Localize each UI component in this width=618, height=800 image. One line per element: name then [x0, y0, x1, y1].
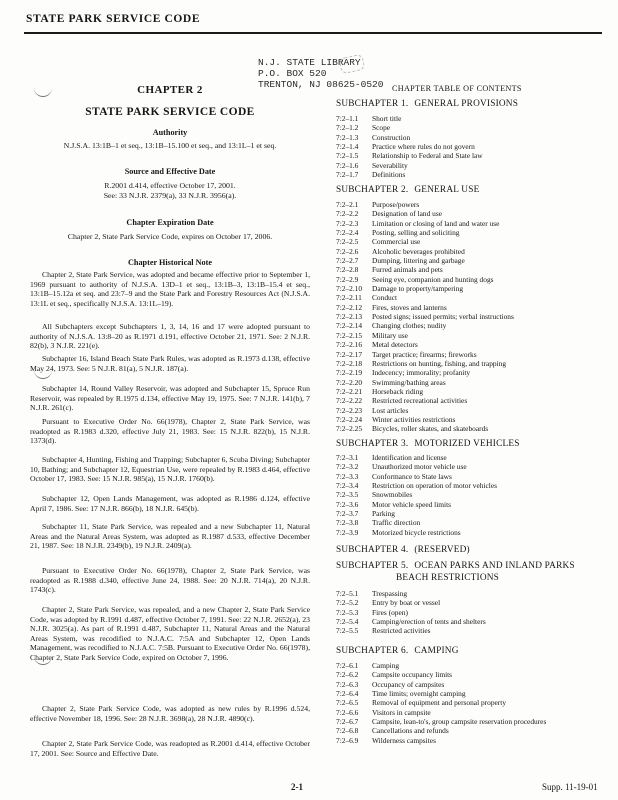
toc-entry — [336, 689, 606, 698]
toc-entry — [336, 331, 606, 340]
section-title: Designation of land use — [372, 209, 442, 219]
subchapter-heading — [336, 99, 518, 109]
subchapter-label: SUBCHAPTER 1. — [336, 99, 409, 109]
subchapter-label: SUBCHAPTER 4. — [336, 545, 409, 555]
section-number: 7:2–3.9 — [336, 527, 359, 537]
section-number: 7:2–2.14 — [336, 321, 363, 331]
toc-entry — [336, 123, 606, 132]
section-number: 7:2–2.10 — [336, 284, 363, 294]
toc-entry — [336, 617, 606, 626]
section-number: 7:2–2.5 — [336, 237, 359, 247]
toc-section-list — [336, 453, 606, 537]
section-number: 7:2–1.7 — [336, 170, 359, 180]
section-number: 7:2–1.5 — [336, 151, 359, 161]
section-title: Alcoholic beverages prohibited — [372, 246, 465, 256]
section-number: 7:2–1.2 — [336, 123, 359, 133]
toc-entry — [336, 303, 606, 312]
section-title: Occupancy of campsites — [372, 679, 445, 689]
section-number: 7:2–2.11 — [336, 293, 362, 303]
source-line: See: 33 N.J.R. 2379(a), 33 N.J.R. 3956(a). — [103, 191, 237, 200]
section-number: 7:2–2.4 — [336, 228, 359, 238]
toc-entry — [336, 293, 606, 302]
section-title: Camping — [372, 661, 400, 670]
page-number: 2-1 — [291, 782, 303, 792]
authority-text: N.J.S.A. 13:1B–1 et seq., 13:1B–15.100 et seq., and 13:1L–1 et seq. — [63, 141, 277, 150]
section-number: 7:2–5.5 — [336, 626, 359, 636]
toc-entry — [336, 387, 606, 396]
section-number: 7:2–1.6 — [336, 160, 359, 170]
section-title: Visitors in campsite — [372, 707, 431, 717]
section-title: Furred animals and pets — [372, 265, 443, 275]
toc-entry — [336, 717, 606, 726]
toc-entry — [336, 528, 606, 537]
subchapter-heading — [336, 545, 470, 555]
section-title: Conduct — [372, 293, 398, 303]
toc-entry — [336, 368, 606, 377]
section-number: 7:2–2.2 — [336, 209, 359, 219]
running-header: STATE PARK SERVICE CODE — [26, 13, 201, 25]
history-paragraph: Subchapter 16, Island Beach State Park Rules, was adopted as R.1973 d.138, effective May 24, 1973. See: 5 N.J.R. 81(a), 5 N.J.R. 187(a). — [30, 354, 310, 373]
history-paragraph: Pursuant to Executive Order No. 66(1978), Chapter 2, State Park Service, was readopted as R.1988 d.340, effective June 24, 1988. See: 20 N.J.R. 714(a), 20 N.J.R. 1743(c). — [30, 566, 310, 595]
subchapter-label: SUBCHAPTER 2. — [336, 185, 409, 195]
subchapter-title: (RESERVED) — [414, 545, 470, 555]
section-title: Swimming/bathing areas — [372, 377, 446, 387]
section-number: 7:2–2.13 — [336, 312, 363, 322]
section-title: Campsite, lean-to's, group campsite reservation procedures — [372, 717, 547, 727]
subchapter-title: GENERAL USE — [414, 185, 480, 195]
toc-entry — [336, 626, 606, 635]
history-paragraph: Subchapter 14, Round Valley Reservoir, was adopted and Subchapter 15, Spruce Run Reservoir, was repealed by R.1975 d.134, effective May 19, 1975. See: 7 N.J.R. 141(b), 7 N.J.R. 261(c). — [30, 384, 310, 413]
toc-section-list — [336, 114, 606, 179]
toc-entry — [336, 726, 606, 735]
section-number: 7:2–5.2 — [336, 598, 359, 608]
toc-entry — [336, 396, 606, 405]
toc-section-list — [336, 200, 606, 434]
section-title: Restriction on operation of motor vehicles — [372, 481, 497, 491]
toc-entry — [336, 500, 606, 509]
section-title: Identification and license — [372, 453, 447, 462]
history-paragraph: Pursuant to Executive Order No. 66(1978), Chapter 2, State Park Service, was readopted as R.1983 d.320, effective July 21, 1983. See: 15 N.J.R. 822(b), 15 N.J.R. 1373(d). — [30, 417, 310, 446]
section-number: 7:2–5.1 — [336, 589, 359, 598]
history-paragraph: Chapter 2, State Park Service, was adopted and became effective prior to September 1, 1969 pursuant to authority of N.J.S.A. 13D–1 et seq., 13:1B–3, 13:1B–15.4 et seq., 13:1B–15.12a et seq. and 23:7–9 and the State Park and Forestry Resources Act (N.J.S.A. 13:1L et seq., specifically N.J.S.A. 13:1L–19). — [30, 270, 310, 308]
subchapter-title-continued: BEACH RESTRICTIONS — [396, 573, 500, 583]
section-title: Limitation or closing of land and water use — [372, 218, 500, 228]
section-title: Time limits; overnight camping — [372, 689, 466, 699]
subchapter-heading — [336, 561, 575, 571]
section-number: 7:2–2.18 — [336, 358, 363, 368]
section-number: 7:2–2.23 — [336, 405, 363, 415]
toc-entry — [336, 378, 606, 387]
section-title: Entry by boat or vessel — [372, 598, 441, 608]
source-line: R.2001 d.414, effective October 17, 2001. — [104, 181, 236, 190]
section-number: 7:2–6.9 — [336, 735, 359, 745]
toc-entry — [336, 680, 606, 689]
toc-entry — [336, 462, 606, 471]
section-title: Target practice; firearms; fireworks — [372, 349, 477, 359]
section-title: Construction — [372, 132, 411, 142]
section-number: 7:2–2.7 — [336, 256, 359, 266]
section-title: Short title — [372, 114, 402, 123]
section-title: Indecency; immorality; profanity — [372, 368, 471, 378]
section-number: 7:2–6.4 — [336, 689, 359, 699]
history-paragraph: All Subchapters except Subchapters 1, 3, 14, 16 and 17 were adopted pursuant to authority of N.J.S.A. 13:8–20 as R.1971 d.191, effective October 21, 1971. See: 2 N.J.R. 82(b), 3 N.J.R. 221(e). — [30, 322, 310, 351]
header-rule — [24, 32, 602, 34]
subchapter-label: SUBCHAPTER 5. — [336, 561, 409, 571]
supplement-date: Supp. 11-19-01 — [542, 782, 598, 792]
toc-entry — [336, 481, 606, 490]
section-title: Fires, stoves and lanterns — [372, 302, 447, 312]
subchapter-title: MOTORIZED VEHICLES — [414, 439, 520, 449]
section-number: 7:2–6.7 — [336, 717, 359, 727]
section-title: Commercial use — [372, 237, 421, 247]
section-number: 7:2–2.6 — [336, 246, 359, 256]
subchapter-heading — [336, 439, 520, 449]
section-number: 7:2–6.2 — [336, 670, 359, 680]
section-number: 7:2–6.8 — [336, 726, 359, 736]
toc-entry — [336, 424, 606, 433]
section-number: 7:2–6.3 — [336, 679, 359, 689]
toc-entry — [336, 350, 606, 359]
section-title: Cancellations and refunds — [372, 726, 449, 736]
expiration-text: Chapter 2, State Park Service Code, expires on October 17, 2006. — [67, 232, 273, 241]
section-number: 7:2–2.12 — [336, 302, 363, 312]
section-title: Trespassing — [372, 589, 408, 598]
section-title: Conformance to State laws — [372, 471, 452, 481]
section-title: Restricted recreational activities — [372, 396, 468, 406]
section-title: Bicycles, roller skates, and skateboards — [372, 424, 489, 434]
toc-entry — [336, 598, 606, 607]
section-number: 7:2–1.1 — [336, 114, 359, 123]
section-title: Seeing eye, companion and hunting dogs — [372, 274, 494, 284]
section-title: Purpose/powers — [372, 200, 420, 209]
authority-heading: Authority — [152, 128, 188, 137]
expiration-heading: Chapter Expiration Date — [126, 218, 214, 227]
toc-entry — [336, 509, 606, 518]
section-title: Restrictions on hunting, fishing, and trapping — [372, 358, 507, 368]
section-title: Motorized bicycle restrictions — [372, 527, 461, 537]
stamp-line: P.O. BOX 520 — [258, 68, 327, 79]
history-paragraph: Chapter 2, State Park Service Code, was adopted as new rules by R.1996 d.524, effective November 18, 1996. See: 28 N.J.R. 3698(a), 28 N.J.R. 4890(c). — [30, 704, 310, 723]
section-title: Unauthorized motor vehicle use — [372, 462, 467, 472]
section-title: Wilderness campsites — [372, 735, 436, 745]
section-number: 7:2–3.3 — [336, 471, 359, 481]
section-title: Definitions — [372, 170, 406, 180]
subchapter-title: OCEAN PARKS AND INLAND PARKS — [414, 561, 575, 571]
toc-entry — [336, 170, 606, 179]
section-title: Camping/erection of tents and shelters — [372, 617, 486, 627]
section-number: 7:2–6.1 — [336, 661, 359, 670]
toc-entry — [336, 114, 606, 123]
subchapter-title: GENERAL PROVISIONS — [414, 99, 519, 109]
toc-entry — [336, 256, 606, 265]
stamp-line: TRENTON, NJ 08625-0520 — [258, 79, 384, 90]
section-title: Horseback riding — [372, 386, 424, 396]
section-number: 7:2–2.21 — [336, 386, 363, 396]
section-number: 7:2–3.4 — [336, 481, 359, 491]
section-title: Scope — [372, 123, 391, 133]
section-title: Campsite occupancy limits — [372, 670, 453, 680]
toc-entry — [336, 247, 606, 256]
stamp-line: N.J. STATE LIBRARY — [258, 57, 361, 68]
section-number: 7:2–2.20 — [336, 377, 363, 387]
section-title: Fires (open) — [372, 607, 408, 617]
toc-entry — [336, 698, 606, 707]
section-title: Damage to property/tampering — [372, 284, 464, 294]
section-number: 7:2–1.3 — [336, 132, 359, 142]
toc-section-list — [336, 661, 606, 745]
toc-entry — [336, 151, 606, 160]
toc-entry — [336, 608, 606, 617]
toc-entry — [336, 736, 606, 745]
section-title: Lost articles — [372, 405, 409, 415]
section-number: 7:2–3.1 — [336, 453, 359, 462]
toc-entry — [336, 340, 606, 349]
section-number: 7:2–2.22 — [336, 396, 363, 406]
toc-entry — [336, 321, 606, 330]
toc-entry — [336, 312, 606, 321]
section-title: Removal of equipment and personal property — [372, 698, 507, 708]
section-title: Traffic direction — [372, 518, 421, 528]
toc-entry — [336, 219, 606, 228]
toc-section-list — [336, 589, 606, 636]
subchapter-heading — [336, 185, 479, 195]
toc-entry — [336, 142, 606, 151]
section-number: 7:2–3.5 — [336, 490, 359, 500]
chapter-number: CHAPTER 2 — [137, 84, 203, 96]
toc-entry — [336, 589, 606, 598]
toc-entry — [336, 359, 606, 368]
section-title: Motor vehicle speed limits — [372, 499, 452, 509]
section-title: Practice where rules do not govern — [372, 142, 475, 152]
section-number: 7:2–2.19 — [336, 368, 363, 378]
section-number: 7:2–2.1 — [336, 200, 359, 209]
section-title: Metal detectors — [372, 340, 418, 350]
section-number: 7:2–2.25 — [336, 424, 363, 434]
section-number: 7:2–2.15 — [336, 330, 363, 340]
section-title: Military use — [372, 330, 408, 340]
section-number: 7:2–2.24 — [336, 414, 363, 424]
section-number: 7:2–5.4 — [336, 617, 359, 627]
toc-entry — [336, 265, 606, 274]
history-heading: Chapter Historical Note — [128, 258, 212, 267]
section-title: Parking — [372, 509, 395, 519]
section-number: 7:2–6.5 — [336, 698, 359, 708]
section-number: 7:2–2.8 — [336, 265, 359, 275]
section-number: 7:2–6.6 — [336, 707, 359, 717]
toc-entry — [336, 275, 606, 284]
history-paragraph: Subchapter 11, State Park Service, was repealed and a new Subchapter 11, Natural Areas and the Natural Areas System, was adopted as R.1987 d.533, effective December 21, 1987. See: 18 N.J.R. 2349(b), 19 N.J.R. 2409(a). — [30, 522, 310, 551]
toc-entry — [336, 472, 606, 481]
section-title: Snowmobiles — [372, 490, 413, 500]
toc-entry — [336, 415, 606, 424]
toc-entry — [336, 237, 606, 246]
toc-entry — [336, 490, 606, 499]
toc-entry — [336, 518, 606, 527]
source-heading: Source and Effective Date — [124, 167, 216, 176]
section-title: Relationship to Federal and State law — [372, 151, 483, 161]
history-paragraph: Subchapter 12, Open Lands Management, was adopted as R.1986 d.124, effective April 7, 1986. See: 17 N.J.R. 866(b), 18 N.J.R. 645(b). — [30, 494, 310, 513]
subchapter-label: SUBCHAPTER 6. — [336, 646, 409, 656]
section-number: 7:2–2.3 — [336, 218, 359, 228]
section-title: Severability — [372, 160, 408, 170]
section-number: 7:2–2.9 — [336, 274, 359, 284]
history-paragraph: Subchapter 4, Hunting, Fishing and Trapping; Subchapter 6, Scuba Diving; Subchapter 10, Bathing; and Subchapter 12, Equestrian Use, were repealed by R.1983 d.464, effective October 17, 1983. See: 15 N.J.R. 985(a), 15 N.J.R. 1760(b). — [30, 455, 310, 484]
subchapter-title: CAMPING — [414, 646, 459, 656]
section-number: 7:2–3.7 — [336, 509, 359, 519]
history-paragraph: Chapter 2, State Park Service, was repealed, and a new Chapter 2, State Park Service Code, was adopted by R.1991 d.487, effective October 7, 1991. See: 22 N.J.R. 2652(a), 23 N.J.R. 3025(a). As part of R.1991 d.487, Subchapter 11, Natural Areas and the Natural Areas System, was recodified to N.J.A.C. 7:5A and Subchapter 12, Open Lands Management, was recodified to N.J.A.C. 7:5B. Pursuant to Executive Order No. 66(1978), Chapter 2, State Park Service Code, expired on October 7, 1996. — [30, 605, 310, 662]
toc-entry — [336, 708, 606, 717]
section-title: Posted signs; issued permits; verbal instructions — [372, 312, 514, 322]
toc-entry — [336, 284, 606, 293]
toc-entry — [336, 133, 606, 142]
toc-entry — [336, 209, 606, 218]
section-title: Posting, selling and soliciting — [372, 228, 460, 238]
toc-title: CHAPTER TABLE OF CONTENTS — [392, 84, 522, 93]
section-title: Dumping, littering and garbage — [372, 256, 465, 266]
section-number: 7:2–2.17 — [336, 349, 363, 359]
section-number: 7:2–2.16 — [336, 340, 363, 350]
section-title: Restricted activities — [372, 626, 431, 636]
toc-entry — [336, 228, 606, 237]
section-number: 7:2–5.3 — [336, 607, 359, 617]
toc-entry — [336, 406, 606, 415]
history-paragraph: Chapter 2, State Park Service Code, was readopted as R.2001 d.414, effective October 17, 2001. See: Source and Effective Date. — [30, 739, 310, 758]
toc-entry — [336, 200, 606, 209]
chapter-name: STATE PARK SERVICE CODE — [85, 106, 255, 118]
section-number: 7:2–1.4 — [336, 142, 359, 152]
subchapter-label: SUBCHAPTER 3. — [336, 439, 409, 449]
toc-entry — [336, 453, 606, 462]
section-title: Changing clothes; nudity — [372, 321, 447, 331]
section-number: 7:2–3.6 — [336, 499, 359, 509]
section-number: 7:2–3.8 — [336, 518, 359, 528]
toc-entry — [336, 670, 606, 679]
toc-entry — [336, 161, 606, 170]
section-number: 7:2–3.2 — [336, 462, 359, 472]
section-title: Winter activities restrictions — [372, 414, 456, 424]
toc-entry — [336, 661, 606, 670]
subchapter-heading — [336, 646, 459, 656]
